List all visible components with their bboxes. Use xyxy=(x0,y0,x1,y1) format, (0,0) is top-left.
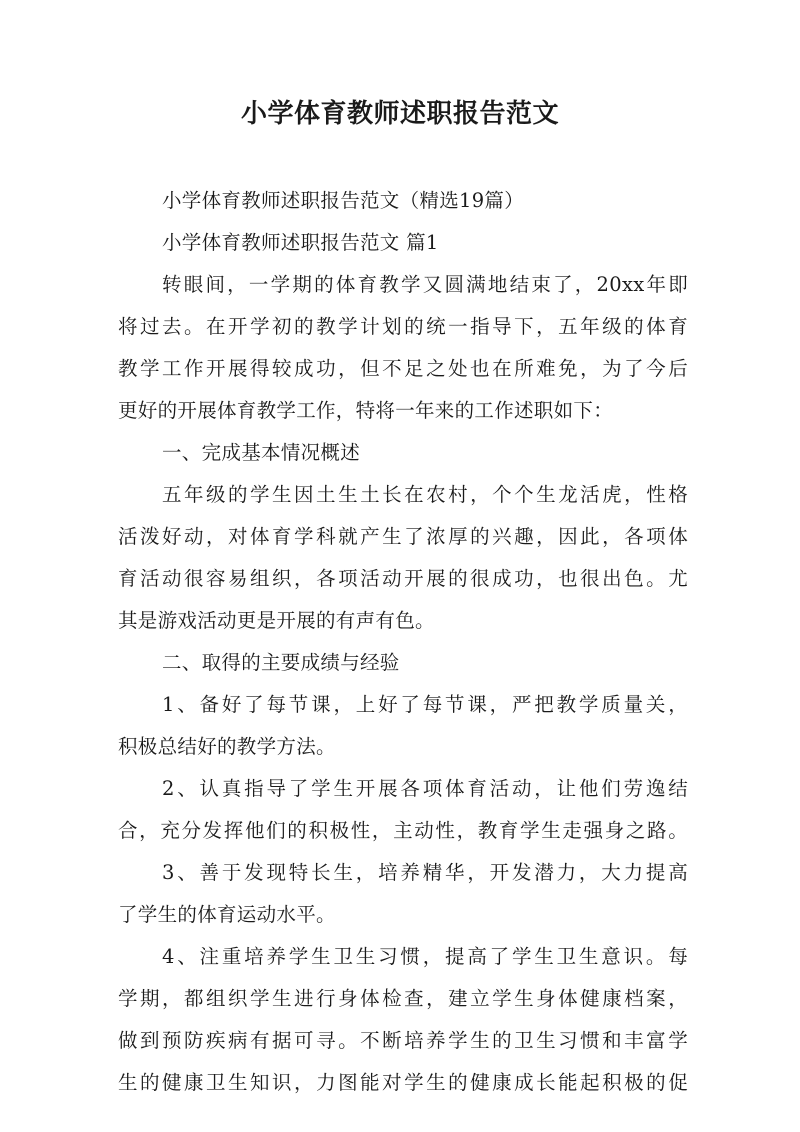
text-line: 小学体育教师述职报告范文（精选19篇） xyxy=(162,189,525,212)
text-line: 更好的开展体育教学工作，特将一年来的工作述职如下： xyxy=(118,399,614,422)
text-line: 将过去。在开学初的教学计划的统一指导下，五年级的体育 xyxy=(118,315,688,338)
document-body xyxy=(118,180,688,1104)
text-line: 生的健康卫生知识，力图能对学生的健康成长能起积极的促 xyxy=(118,1071,688,1094)
text-line: 了学生的体育运动水平。 xyxy=(118,903,336,926)
text-line: 其是游戏活动更是开展的有声有色。 xyxy=(118,609,435,632)
text-line: 二、取得的主要成绩与经验 xyxy=(162,651,400,674)
text-line: 一、完成基本情况概述 xyxy=(162,441,361,464)
text-line: 活泼好动，对体育学科就产生了浓厚的兴趣，因此，各项体 xyxy=(118,525,688,548)
text-line: 转眼间，一学期的体育教学又圆满地结束了，20xx年即 xyxy=(162,273,688,296)
text-line: 学期，都组织学生进行身体检查，建立学生身体健康档案， xyxy=(118,987,688,1010)
text-line: 合，充分发挥他们的积极性，主动性，教育学生走强身之路。 xyxy=(118,819,688,842)
text-line: 小学体育教师述职报告范文 篇1 xyxy=(162,231,439,254)
text-line: 育活动很容易组织，各项活动开展的很成功，也很出色。尤 xyxy=(118,567,688,590)
text-line: 2、认真指导了学生开展各项体育活动，让他们劳逸结 xyxy=(162,777,688,800)
text-line: 做到预防疾病有据可寻。不断培养学生的卫生习惯和丰富学 xyxy=(118,1029,688,1052)
text-line: 4、注重培养学生卫生习惯，提高了学生卫生意识。每 xyxy=(162,945,688,968)
text-line: 1、备好了每节课，上好了每节课，严把教学质量关， xyxy=(162,693,688,716)
text-line: 3、善于发现特长生，培养精华，开发潜力，大力提高 xyxy=(162,861,688,884)
text-line: 教学工作开展得较成功，但不足之处也在所难免，为了今后 xyxy=(118,357,688,380)
document-title: 小学体育教师述职报告范文 xyxy=(240,99,559,129)
text-line: 积极总结好的教学方法。 xyxy=(118,735,336,758)
text-line: 五年级的学生因土生土长在农村，个个生龙活虎，性格 xyxy=(162,483,688,506)
